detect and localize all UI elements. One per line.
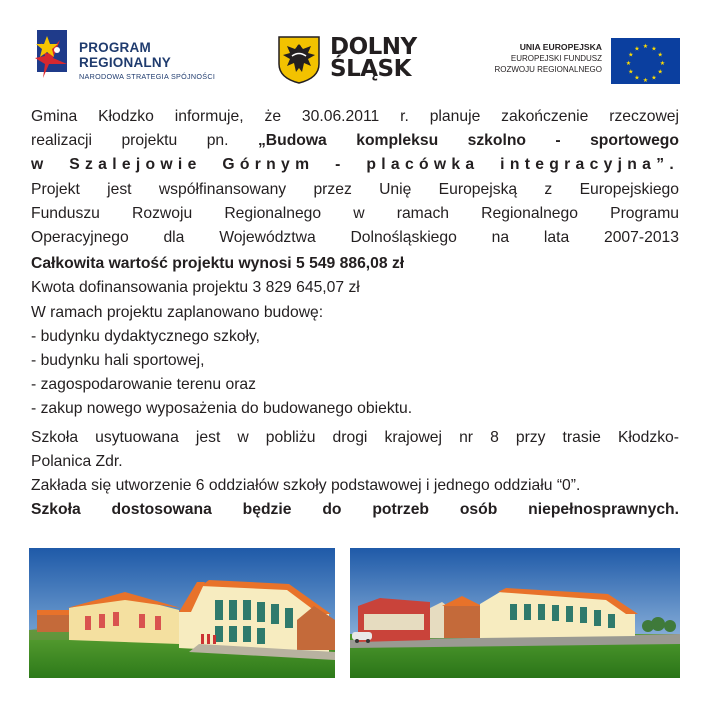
dolny-logo-line1: DOLNY — [330, 34, 417, 60]
para1-line5: Funduszu Rozwoju Regionalnego w ramach Regionalnego Programu — [31, 204, 679, 222]
dolny-logo-line2: ŚLĄSK — [330, 56, 411, 82]
svg-text:★: ★ — [642, 43, 649, 50]
svg-text:★: ★ — [634, 45, 640, 53]
para1-line4: Projekt jest współfinansowany przez Unię Europejską z Europejskiego — [31, 180, 679, 198]
svg-text:★: ★ — [657, 68, 663, 76]
announcement-text — [31, 105, 679, 522]
eagle-crest-icon — [278, 36, 320, 84]
svg-text:★: ★ — [651, 74, 657, 82]
star-flag-icon — [33, 28, 75, 80]
list-item: - zagospodarowanie terenu oraz — [31, 376, 256, 394]
para1-line2 — [31, 129, 679, 153]
funding-amount: Kwota dofinansowania projektu 3 829 645,07 zł — [31, 279, 360, 297]
school-rendering-1 — [29, 548, 335, 678]
para1-line1: Gmina Kłodzko informuje, że 30.06.2011 r. planuje zakończenie rzeczowej — [31, 108, 679, 125]
svg-text:★: ★ — [659, 60, 666, 67]
school-rendering-2 — [350, 548, 680, 678]
svg-text:★: ★ — [657, 51, 663, 59]
eu-logo-line2: EUROPEJSKI FUNDUSZ — [510, 54, 602, 63]
list-item: - budynku hali sportowej, — [31, 352, 205, 370]
para1-line6: Operacyjnego dla Województwa Dolnośląskiego na lata 2007-2013 — [31, 229, 679, 247]
svg-text:★: ★ — [634, 74, 640, 82]
total-value: Całkowita wartość projektu wynosi 5 549 886,08 zł — [31, 255, 405, 273]
accessibility-text: Szkoła dostosowana będzie do potrzeb osób niepełnosprawnych. — [31, 501, 679, 519]
location-line1: Szkoła usytuowana jest w pobliżu drogi krajowej nr 8 przy trasie Kłodzko- — [31, 428, 679, 446]
svg-text:★: ★ — [642, 77, 649, 84]
dolny-slask-logo — [278, 36, 428, 88]
location-line2: Polanica Zdr. — [31, 452, 123, 470]
svg-text:★: ★ — [625, 60, 632, 67]
list-item: - zakup nowego wyposażenia do budowanego obiektu. — [31, 400, 413, 418]
planned-intro: W ramach projektu zaplanowano budowę: — [31, 303, 324, 321]
para1-line2-plain: realizacji projektu pn. — [31, 132, 258, 150]
program-logo-line1: PROGRAM — [79, 40, 151, 55]
branches-text: Zakłada się utworzenie 6 oddziałów szkoły podstawowej i jednego oddziału “0”. — [31, 477, 581, 495]
eu-logo-line3: ROZWOJU REGIONALNEGO — [494, 65, 602, 74]
project-title-part1: „Budowa kompleksu szkolno - sportowego — [257, 132, 679, 150]
svg-text:★: ★ — [651, 45, 657, 53]
program-logo-line2: REGIONALNY — [79, 55, 172, 70]
svg-text:★: ★ — [628, 51, 634, 59]
eu-fund-logo — [482, 38, 680, 86]
eu-logo-line1: UNIA EUROPEJSKA — [519, 42, 602, 52]
program-regionalny-logo — [33, 28, 223, 88]
program-logo-tagline: NARODOWA STRATEGIA SPÓJNOŚCI — [79, 72, 216, 81]
svg-text:★: ★ — [628, 68, 634, 76]
list-item: - budynku dydaktycznego szkoły, — [31, 327, 261, 345]
project-title-part2: w Szalejowie Górnym - placówka integracyjna”. — [31, 156, 679, 174]
eu-flag-icon — [611, 38, 680, 84]
